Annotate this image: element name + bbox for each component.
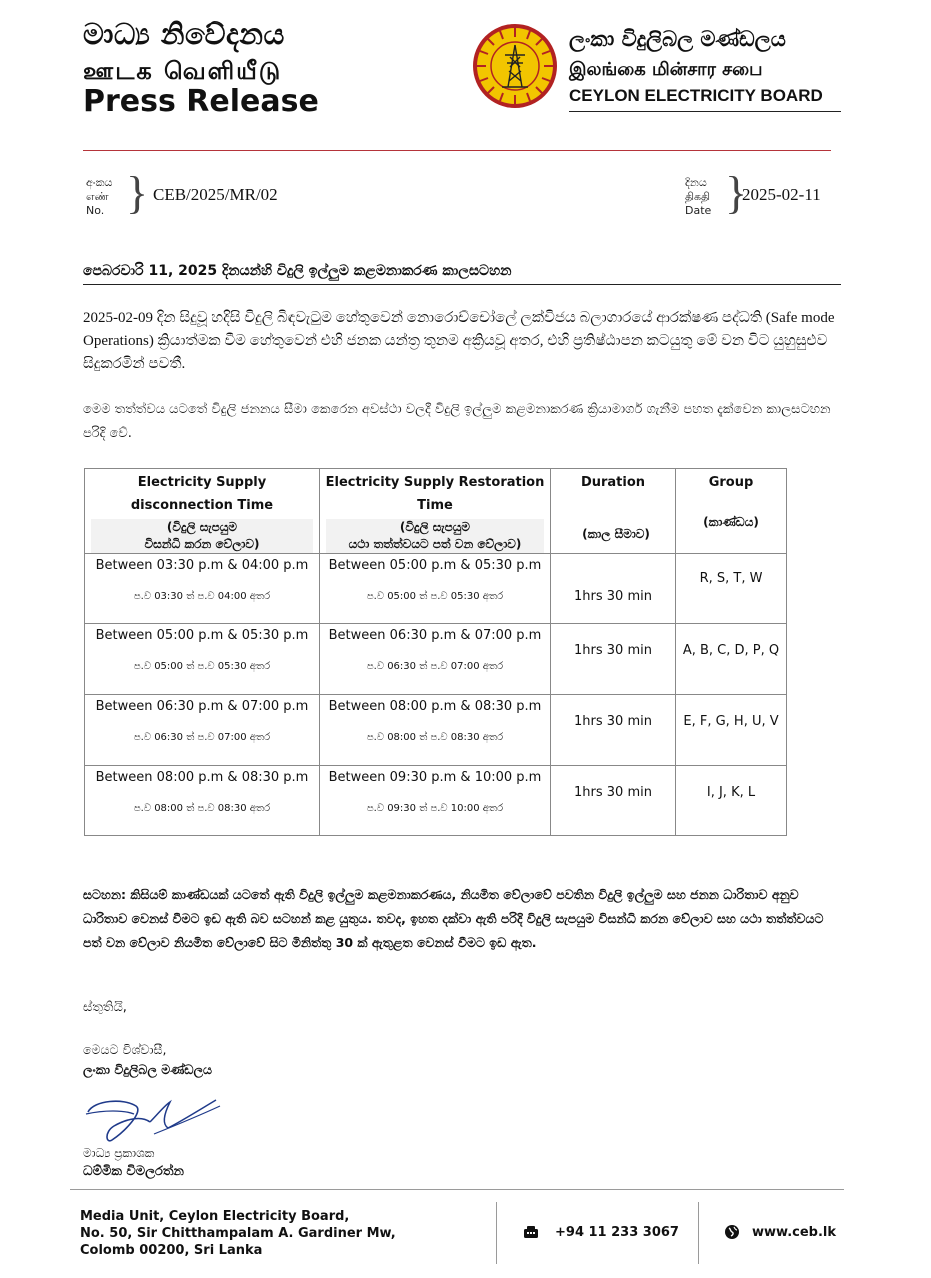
row3-duration	[551, 695, 676, 766]
title-sinhala: මාධ්‍ය නිවේදනය	[83, 17, 285, 51]
table-header-row	[85, 469, 787, 554]
org-name-english: CEYLON ELECTRICITY BOARD	[569, 86, 823, 105]
row2-duration	[551, 624, 676, 695]
row4-duration-value: 1hrs 30 min	[574, 785, 652, 800]
row4-disconnection	[85, 766, 320, 836]
header-duration-si: (කාල සීමාව)	[582, 527, 650, 541]
footer-divider	[70, 1189, 844, 1190]
footer-address	[80, 1208, 396, 1259]
signatory-name: ධම්මික විමලරත්න	[83, 1164, 184, 1179]
row2-restoration-en: Between 06:30 p.m & 07:00 p.m	[328, 628, 542, 643]
footer-separator-1	[496, 1202, 497, 1264]
schedule-table	[84, 468, 787, 836]
row1-duration	[551, 554, 676, 624]
footer-separator-2	[698, 1202, 699, 1264]
phone-icon	[523, 1224, 539, 1240]
row3-duration-value: 1hrs 30 min	[574, 714, 652, 729]
row2-duration-value: 1hrs 30 min	[574, 643, 652, 658]
title-english: Press Release	[83, 84, 319, 119]
row1-restoration	[320, 554, 551, 624]
footer-website-link[interactable]: www.ceb.lk	[752, 1225, 837, 1240]
subject-underline	[83, 284, 841, 285]
closing-org: ලංකා විදුලිබල මණ්ඩලය	[83, 1062, 213, 1077]
row4-group	[676, 766, 787, 836]
table-row	[85, 695, 787, 766]
org-name-tamil: இலங்கை மின்சார சபை	[569, 59, 763, 80]
signature-image	[84, 1092, 224, 1148]
header-group	[676, 469, 787, 554]
row3-disconnection	[85, 695, 320, 766]
table-row	[85, 766, 787, 836]
address-line-2: No. 50, Sir Chitthampalam A. Gardiner Mw,	[80, 1226, 396, 1241]
header-divider	[83, 150, 831, 151]
address-line-1: Media Unit, Ceylon Electricity Board,	[80, 1209, 350, 1224]
header-restoration	[320, 469, 551, 554]
row2-disconnection	[85, 624, 320, 695]
globe-icon	[724, 1224, 740, 1240]
date-value: 2025-02-11	[742, 185, 821, 204]
date-brace: }	[725, 167, 748, 218]
date-label-si: දිනය	[685, 176, 707, 189]
note-paragraph: සටහන: කිසියම් කාණ්ඩයක් යටතේ ඇති විදුලි ඉල්ලුම කළමනාකරණය, නියමිත වේලාවේ පවතින විදුලි ඉල්ලුම සහ ජනන ධාරිතාව අනුව ධාරිතාව වෙනස් වීමට ඉඩ ඇති බව සටහන් කළ යුතුය. තවද, ඉහත දක්වා ඇති පරිදි විදුලි සැපයුම විසන්ධි කරන වේලාව සහ යථා තත්ත්වයට පත් වන වේලාව නියමිත වේලාවේ සිට මිනිත්තු 30 ක් ඇතුළත වෙනස් වීමට ඉඩ ඇත.	[83, 887, 824, 950]
table-row	[85, 554, 787, 624]
header-group-en: Group	[708, 475, 754, 490]
header-group-si: (කාණ්ඩය)	[703, 515, 759, 529]
row1-disconnection-si: ප.ව 03:30 ත් ප.ව 04:00 අතර	[133, 591, 271, 602]
row1-disconnection-en: Between 03:30 p.m & 04:00 p.m	[95, 558, 309, 573]
address-line-3: Colomb 00200, Sri Lanka	[80, 1243, 263, 1258]
row4-restoration-si: ප.ව 09:30 ත් ප.ව 10:00 අතර	[366, 803, 504, 814]
body-paragraph-1: 2025-02-09 දින සිදුවූ හදිසි විදුලි බිඳවැටුම හේතුවෙන් නොරොච්චෝලේ ලක්විජය බලාගාරයේ ආරක්ෂණ පද්ධති (Safe mode Operations) ක්‍රියාත්මක වීම හේතුවෙන් එහි ජනක යන්ත්‍ර තුනම අක්‍රියවූ අතර, එහි ප්‍රතිෂ්ඨාපන කටයුතු මේ වන විට යුහුසුළුව සිදුකරමින් පවතී.	[83, 310, 835, 372]
row3-restoration	[320, 695, 551, 766]
row2-restoration-si: ප.ව 06:30 ත් ප.ව 07:00 අතර	[366, 661, 504, 672]
header-disconnection-en: Electricity Supply disconnection Time	[130, 475, 274, 513]
row4-duration	[551, 766, 676, 836]
header-disconnection-si-line2: විසන්ධි කරන වේලාව)	[144, 537, 260, 551]
row3-restoration-en: Between 08:00 p.m & 08:30 p.m	[328, 699, 542, 714]
header-duration	[551, 469, 676, 554]
header-restoration-si-line2: යථා තත්ත්වයට පත් වන වේලාව)	[348, 537, 522, 551]
ref-labels	[86, 176, 112, 218]
signatory-role: මාධ්‍ය ප්‍රකාශක	[83, 1146, 155, 1160]
row4-disconnection-si: ප.ව 08:00 ත් ප.ව 08:30 අතර	[133, 803, 271, 814]
ref-brace: }	[126, 167, 149, 218]
row1-disconnection	[85, 554, 320, 624]
header-duration-en: Duration	[580, 475, 646, 490]
row3-restoration-si: ප.ව 08:00 ත් ප.ව 08:30 අතර	[366, 732, 504, 743]
ref-label-en: No.	[86, 204, 105, 217]
body-paragraph-2: මෙම තත්ත්වය යටතේ විදුලි ජනනය සීමා කෙරෙන අවස්ථා වලදී විදුලි ඉල්ලුම කළමනාකරණ ක්‍රියාමාර්ග ගැනීම පහත දැක්වෙන කාලසටහන පරිදි වේ.	[83, 402, 831, 441]
row3-disconnection-en: Between 06:30 p.m & 07:00 p.m	[95, 699, 309, 714]
ref-label-ta: எண்	[86, 190, 109, 203]
subject-heading: පෙබරවාරි 11, 2025 දිනයන්හි විදුලි ඉල්ලුම කළමනාකරණ කාලසටහන	[83, 263, 512, 279]
ref-label-si: අංකය	[86, 176, 113, 189]
row1-restoration-en: Between 05:00 p.m & 05:30 p.m	[328, 558, 542, 573]
row2-group	[676, 624, 787, 695]
row1-duration-value: 1hrs 30 min	[574, 589, 652, 604]
date-label-ta: திகதி	[685, 190, 711, 203]
header-disconnection-si-line1: (විදුලි සැපයුම	[166, 520, 238, 534]
title-tamil: ஊடக வெளியீடு	[83, 57, 283, 85]
date-labels	[685, 176, 711, 218]
row1-restoration-si: ප.ව 05:00 ත් ප.ව 05:30 අතර	[366, 591, 504, 602]
row1-group-value: R, S, T, W	[699, 571, 763, 586]
org-underline	[569, 111, 841, 112]
row4-group-value: I, J, K, L	[706, 785, 756, 800]
row1-group	[676, 554, 787, 624]
row3-group	[676, 695, 787, 766]
row2-disconnection-si: ප.ව 05:00 ත් ප.ව 05:30 අතර	[133, 661, 271, 672]
header-disconnection-si	[91, 519, 313, 553]
row4-disconnection-en: Between 08:00 p.m & 08:30 p.m	[95, 770, 309, 785]
row4-restoration-en: Between 09:30 p.m & 10:00 p.m	[328, 770, 542, 785]
row3-group-value: E, F, G, H, U, V	[683, 714, 779, 729]
closing-faithfully: මෙයට විශ්වාසී,	[83, 1042, 167, 1057]
footer-phone[interactable]: +94 11 233 3067	[555, 1225, 679, 1240]
date-label-en: Date	[685, 204, 712, 217]
closing-thanks: ස්තුතියි,	[83, 1000, 127, 1015]
header-restoration-si-line1: (විදුලි සැපයුම	[399, 520, 471, 534]
row4-restoration	[320, 766, 551, 836]
org-name-sinhala: ලංකා විදුලිබල මණ්ඩලය	[569, 27, 786, 51]
header-restoration-si	[326, 519, 544, 553]
row2-group-value: A, B, C, D, P, Q	[682, 643, 780, 658]
row3-disconnection-si: ප.ව 06:30 ත් ප.ව 07:00 අතර	[133, 732, 271, 743]
row2-restoration	[320, 624, 551, 695]
header-disconnection	[85, 469, 320, 554]
table-row	[85, 624, 787, 695]
row2-disconnection-en: Between 05:00 p.m & 05:30 p.m	[95, 628, 309, 643]
ref-number: CEB/2025/MR/02	[153, 185, 278, 204]
ceb-logo	[472, 23, 558, 109]
header-restoration-en: Electricity Supply Restoration Time	[325, 475, 545, 513]
